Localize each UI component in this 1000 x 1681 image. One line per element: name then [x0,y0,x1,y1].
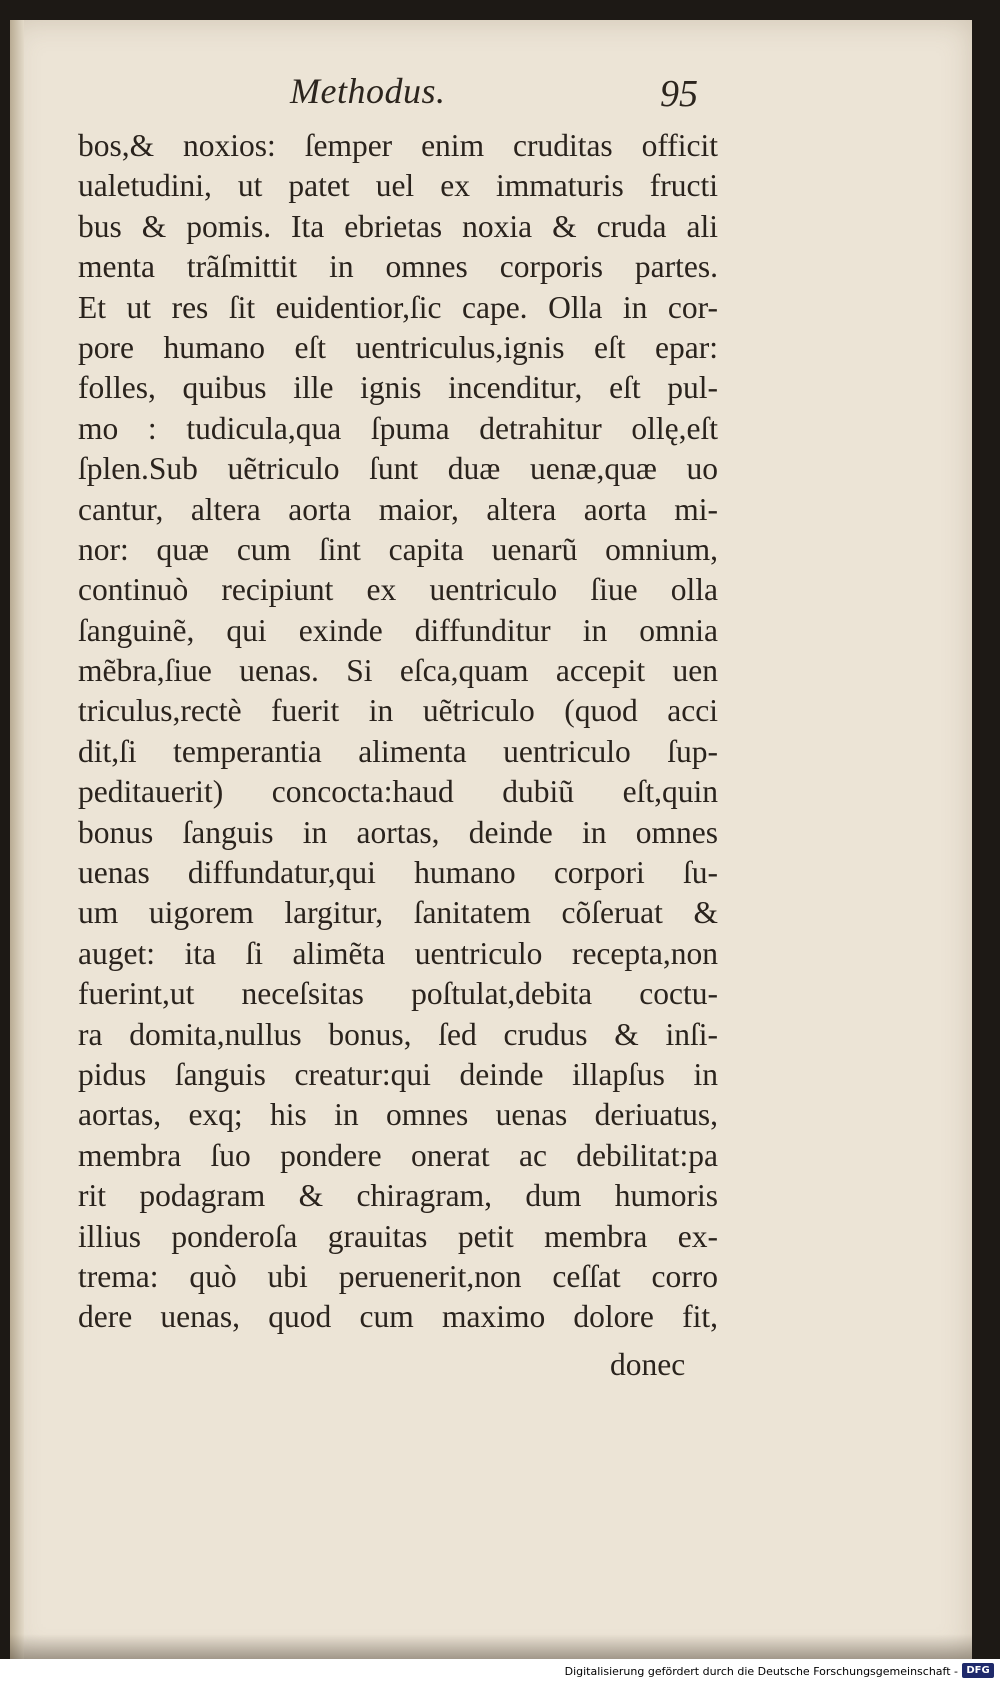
page-gutter-edge [10,20,24,1660]
page-number: 95 [660,73,698,115]
footer-bar [0,1659,1000,1681]
text-line: membra ſuo pondere onerat ac debilitat:pa [78,1137,718,1173]
text-line: ualetudini, ut patet uel ex immaturis fructi [78,168,718,204]
text-line: bus & pomis. Ita ebrietas noxia & cruda ali [78,208,718,244]
text-line: aortas, exq; his in omnes uenas deriuatus, [78,1097,718,1133]
text-line: folles, quibus ille ignis incenditur, eſt pul- [78,370,718,406]
text-line: rit podagram & chiragram, dum humoris [78,1178,718,1214]
text-line: bos,& noxios: ſemper enim cruditas officit [78,128,718,163]
text-line: auget: ita ſi alimẽta uentriculo recepta,non [78,935,718,971]
running-head [10,70,972,120]
text-line: fuerint,ut neceſsitas poſtulat,debita coctu- [78,976,718,1012]
text-line: nor: quæ cum ſint capita uenarũ omnium, [78,531,718,567]
text-line: menta trãſmittit in omnes corporis partes. [78,249,718,285]
text-line: pidus ſanguis creatur:qui deinde illapſus in [78,1056,718,1092]
text-line: illius ponderoſa grauitas petit membra ex- [78,1218,718,1254]
text-line: mo : tudicula,qua ſpuma detrahitur ollę,eſt [78,410,718,446]
text-line: bonus ſanguis in aortas, deinde in omnes [78,814,718,850]
funding-notice: Digitalisierung gefördert durch die Deutsche Forschungsgemeinschaft - [564,1665,958,1678]
book-page [10,20,972,1660]
text-line: pore humano eſt uentriculus,ignis eſt epar: [78,329,718,365]
text-line: uenas diffundatur,qui humano corpori ſu- [78,855,718,891]
dfg-logo: DFG [962,1663,994,1678]
text-line: mẽbra,ſiue uenas. Si eſca,quam accepit uen [78,653,718,689]
text-line: ſplen.Sub uẽtriculo ſunt duæ uenæ,quæ uo [78,451,718,487]
text-line: ra domita,nullus bonus, ſed crudus & inſi- [78,1016,718,1052]
text-line: Et ut res ſit euidentior,ſic cape. Olla in cor- [78,289,718,325]
catchword: donec [610,1347,686,1382]
body-text [78,126,718,1338]
text-line: dit,ſi temperantia alimenta uentriculo ſup- [78,733,718,769]
text-line: continuò recipiunt ex uentriculo ſiue olla [78,572,718,608]
text-line: trema: quò ubi peruenerit,non ceſſat corro [78,1258,718,1294]
running-head-title: Methodus. [290,71,446,111]
text-line: um uigorem largitur, ſanitatem cõſeruat & [78,895,718,931]
text-line: cantur, altera aorta maior, altera aorta mi- [78,491,718,527]
text-line: dere uenas, quod cum maximo dolore fit, [78,1299,718,1335]
page-bottom-shadow [10,1634,972,1660]
text-line: triculus,rectè fuerit in uẽtriculo (quod acci [78,693,718,729]
text-line: peditauerit) concocta:haud dubiũ eſt,quin [78,774,718,810]
text-line: ſanguinẽ, qui exinde diffunditur in omnia [78,612,718,648]
